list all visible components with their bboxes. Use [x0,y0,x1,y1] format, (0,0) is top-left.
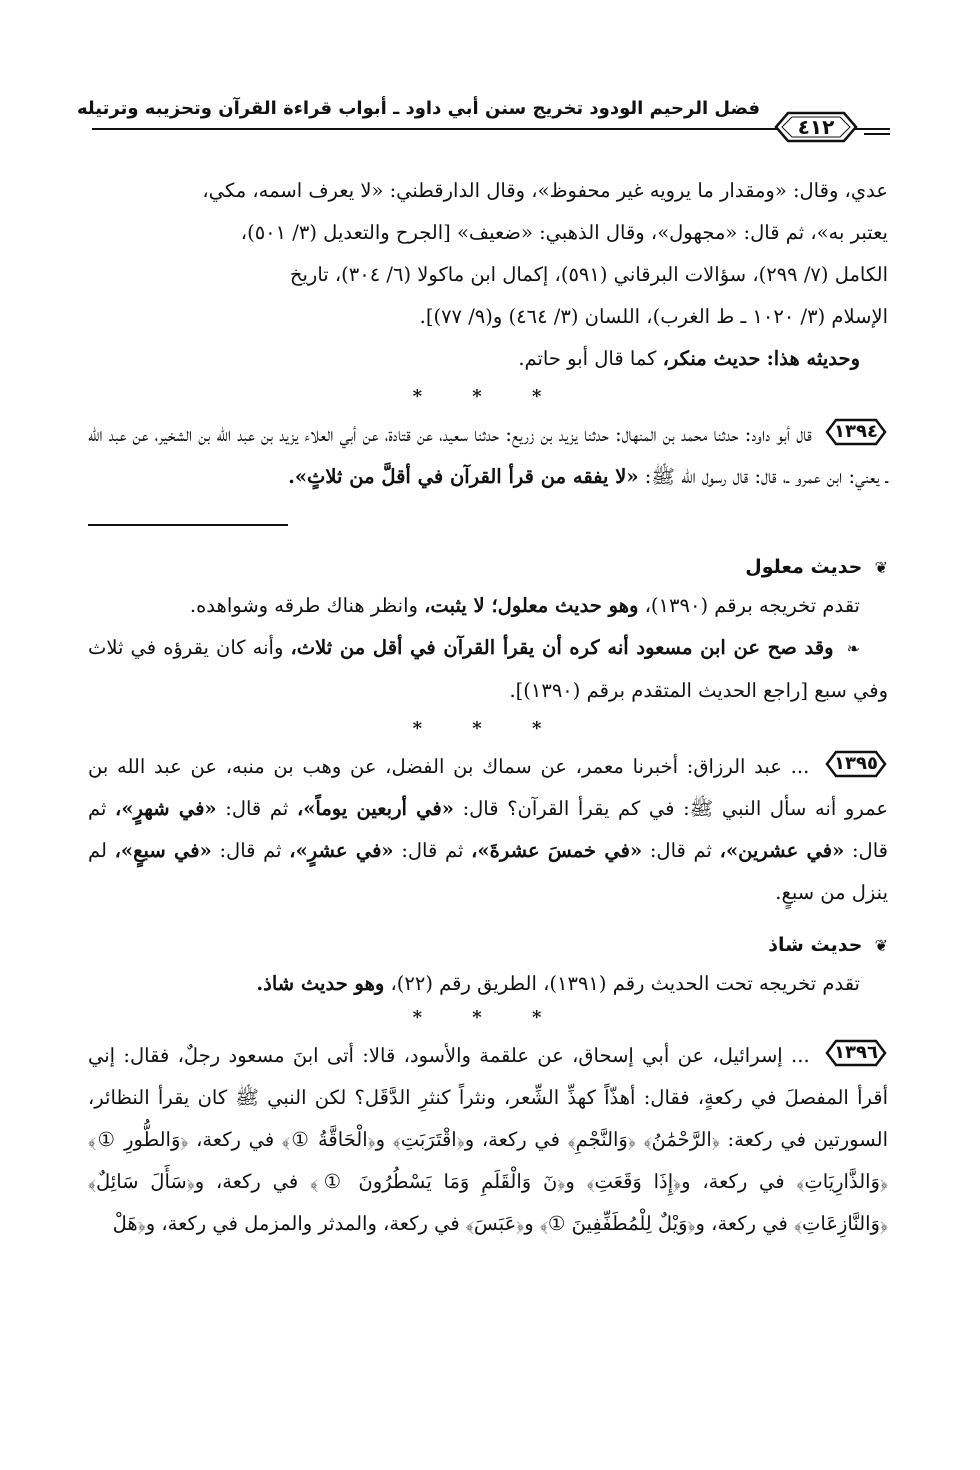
running-title: فضل الرحيم الودود تخريج سنن أبي داود ـ أبواب قراءة القرآن وتحزيبه وترتيله [77,98,760,119]
verdict-rest: كما قال أبو حاتم. [518,347,657,370]
text-span-bold: «في شهرٍ»، [115,797,217,820]
text-span: تقدم تخريجه تحت الحديث رقم (١٣٩١)، الطريق رقم (٢٢)، [390,972,860,995]
verdict-paragraph [88,338,888,380]
text-line: الإسلام (٣/ ١٠٢٠ ـ ط الغرب)، اللسان (٣/ ٤٦٤) و(٩/ ٧٧)]. [419,305,888,328]
section-stars: * * * [412,386,564,407]
header-rule [92,128,890,130]
text-span-bold: «في عشرٍ»، [289,839,394,862]
flower-icon: ❦ [874,936,888,955]
section-heading [88,924,888,967]
section-paragraph [88,627,888,712]
flower-icon: ❦ [874,558,888,577]
separator-rule [88,524,288,526]
verdict-grade: حديث منكر، [662,347,761,370]
hadith-1395 [88,746,888,914]
section-stars: * * * [412,718,564,739]
leaf-icon: ❧ [846,639,861,658]
text-span-bold: وقد صح عن ابن مسعود أنه كره أن يقرأ القرآن في أقل من ثلاث، [290,636,834,659]
page-header [77,92,890,152]
text-span-bold: «في عشرين»، [719,839,845,862]
text-span-bold: «في خمسَ عشرةَ»، [471,839,643,862]
text-span: لم ينزل من سبعٍ. [88,839,888,904]
text-line: يعتبر به»، ثم قال: «مجهول»، وقال الذهبي: «ضعيف» [الجرح والتعديل (٣/ ٥٠١)، [240,221,888,244]
section-stars: * * * [412,1007,564,1028]
page-number: ٤١٢ [797,115,835,139]
text-span-bold: وهو حديث شاذ. [256,972,385,995]
header-rule-short [864,133,890,135]
section-paragraph [88,967,888,1001]
text-span-bold: «في أربعين يوماً»، [296,797,454,820]
text-span: ثم قال: [225,797,289,820]
text-span: وأنه كان يقرؤه في ثلاث وفي سبع [راجع الحديث المتقدم برقم (١٣٩٠)]. [88,636,888,702]
spacer [88,914,888,924]
hadith-number: ١٣٩٤ [834,421,878,442]
page-body [88,170,888,1245]
section-title: حديث شاذ [768,934,863,956]
page-number-badge [772,108,860,146]
text-span: ثم قال: [88,797,888,862]
section-paragraph [88,589,888,623]
text-span-bold: وهو حديث معلول؛ لا يثبت، [424,594,639,617]
section-heading [88,546,888,589]
hadith-matn: «لا يفقه من قرأ القرآن في أقلَّ من ثلاثٍ». [288,465,639,488]
hadith-number-badge [824,1038,888,1068]
hadith-number-badge [824,749,888,779]
section-title: حديث معلول [745,556,863,578]
hadith-text: ... إسرائيل، عن أبي إسحاق، عن علقمة والأسود، قالا: أتى ابنَ مسعود رجلٌ، فقال: إني أقرأ المفصلَ في ركعةٍ، فقال: أهذّاً كهذِّ الشِّعر، ونثراً كنثرِ الدَّقَل؟ لكن النبي ﷺ كان يقرأ النظائر، السورتين في ركعة: ﴿الرَّحْمَٰنُ﴾ ﴿وَالنَّجْمِ﴾ في ركعة، و﴿اقْتَرَبَتِ﴾ و﴿الْحَاقَّةُ ①﴾ في ركعة، ﴿وَالطُّورِ ①﴾ ﴿وَالذَّارِيَاتِ﴾ في ركعة، و﴿إِذَا وَقَعَتِ﴾ و﴿نٓ وَالْقَلَمِ وَمَا يَسْطُرُونَ ①﴾ في ركعة، و﴿سَأَلَ سَائِلٌ﴾ ﴿وَالنَّازِعَاتِ﴾ في ركعة، و﴿وَيْلٌ لِلْمُطَفِّفِينَ ①﴾ و﴿عَبَسَ﴾ في ركعة، والمدثر والمزمل في ركعة، و﴿هَلْ [88,1044,888,1235]
hadith-number-badge [824,417,888,447]
hadith-number: ١٣٩٦ [834,1042,878,1063]
text-span: ... عبد الرزاق: أخبرنا معمر، عن سماك بن الفضل، عن وهب بن منبه، عن عبد الله بن عمرو أنه سأل النبي ﷺ: في كم يقرأ القرآن؟ قال: [88,755,888,820]
text-span: وانظر هناك طرقه وشواهده. [189,594,418,617]
hadith-number: ١٣٩٥ [834,753,878,774]
text-line: الكامل (٧/ ٢٩٩)، سؤالات البرقاني (٥٩١)، إكمال ابن ماكولا (٦/ ٣٠٤)، تاريخ [289,263,888,286]
verdict-label: وحديثه هذا: [766,347,860,370]
text-span: ثم قال: [649,839,712,862]
hadith-1396 [88,1035,888,1245]
text-span: تقدم تخريجه برقم (١٣٩٠)، [644,594,860,617]
text-span-bold: «في سبعٍ»، [114,839,212,862]
text-span: ثم قال: [401,839,464,862]
hadith-1394 [88,414,888,498]
text-span: ثم قال: [219,839,282,862]
hadith-text: قال أبو داود: حدثنا محمد بن المنهال: حدثنا يزيد بن زريع: حدثنا سعيد، عن قتادة، عن أبي العلاء يزيد بن عبد الله بن الشخير، عن عبد الله ـ يعني: ابن عمرو ـ، قال: قال رسول الله ﷺ: [88,423,888,488]
text-line: عدي، وقال: «ومقدار ما يرويه غير محفوظ»، وقال الدارقطني: «لا يعرف اسمه، مكي، [202,179,888,202]
